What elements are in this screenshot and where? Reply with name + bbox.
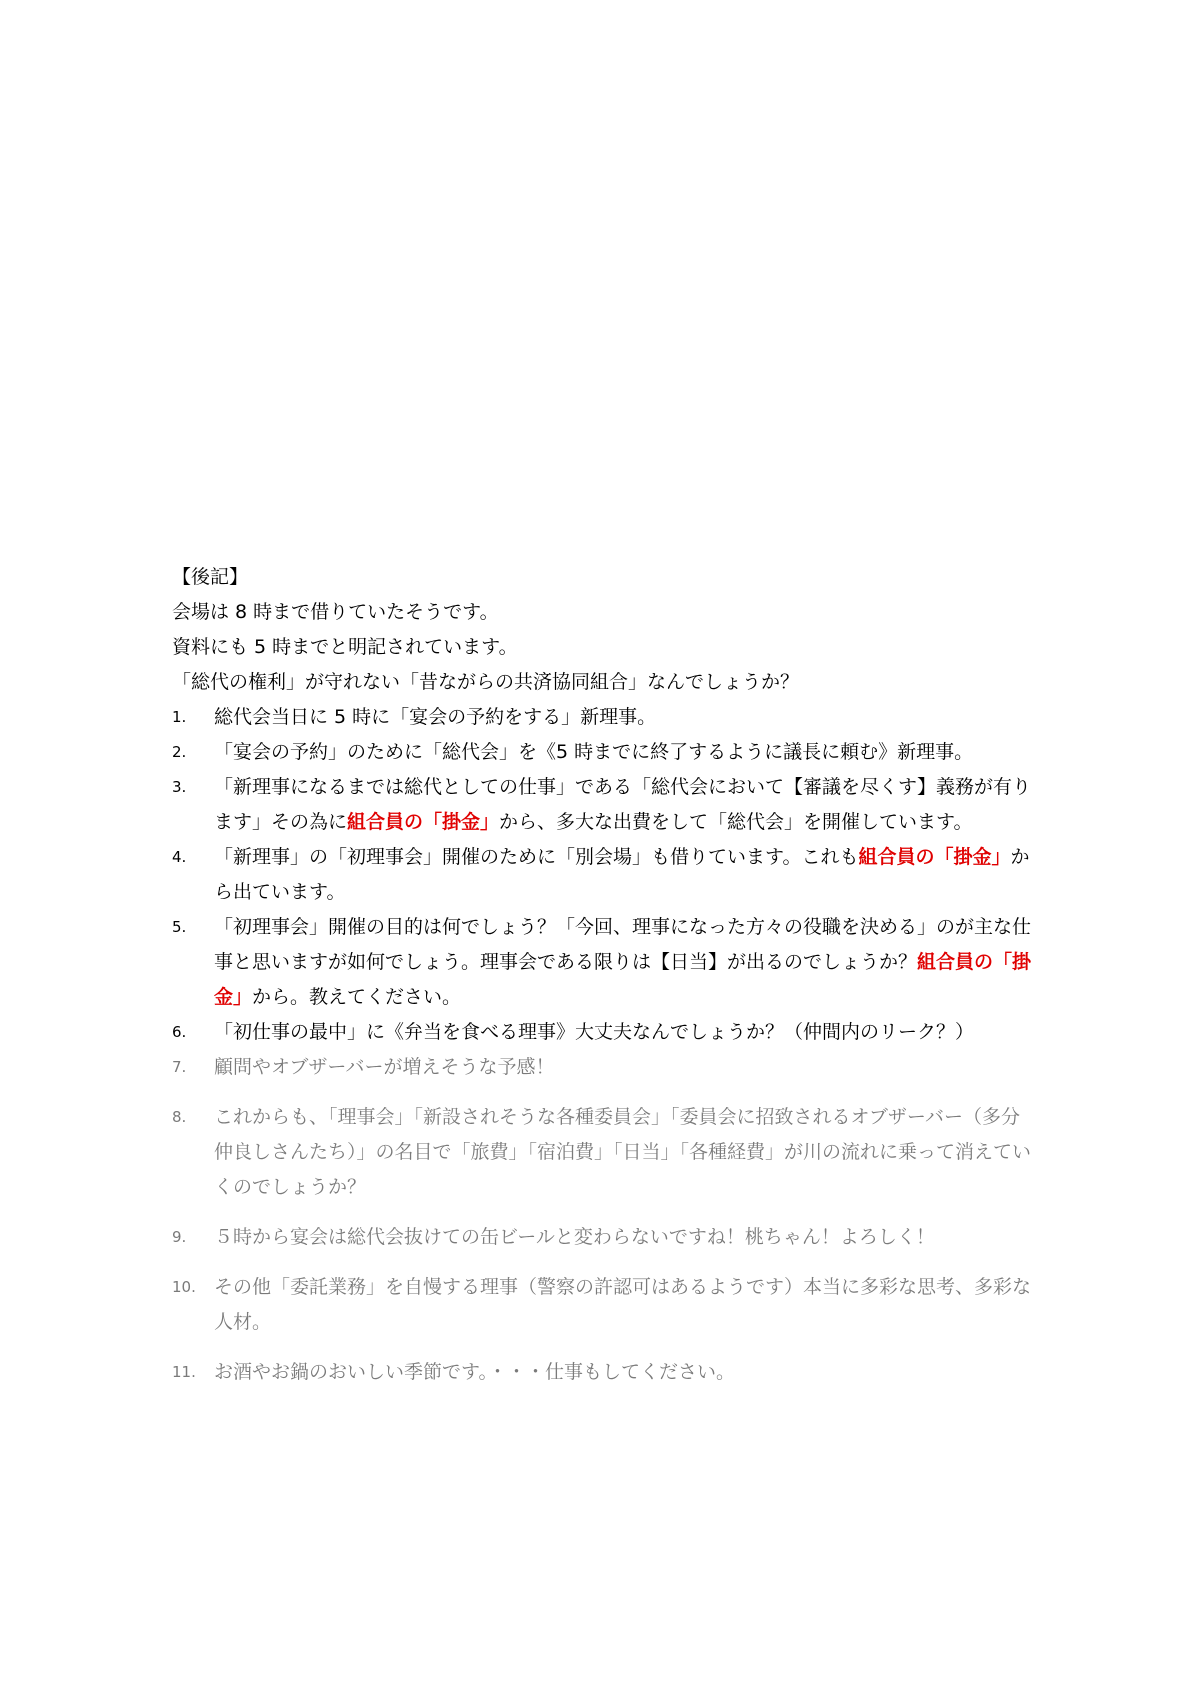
list-item-text [214, 1050, 1032, 1085]
text-segment: その他「委託業務」を自慢する理事（警察の許認可はあるようです）本当に多彩な思考、多彩な人材。 [214, 1276, 1032, 1333]
list-item-text [214, 840, 1032, 910]
list-item-number: 8. [172, 1108, 187, 1126]
list-item-text [214, 1355, 1032, 1390]
text-segment: 「新理事」の「初理事会」開催のために「別会場」も借りています。これも [214, 846, 859, 868]
list-item-text [214, 700, 1032, 735]
afterword-section [172, 560, 1032, 1390]
list-item [172, 1355, 1032, 1390]
text-segment: これからも、「理事会」「新設されそうな各種委員会」「委員会に招致されるオブザーバー（多分仲良しさんたち）」の名目で「旅費」「宿泊費」「日当」「各種経費」が川の流れに乗って消えていくのでしょうか？ [214, 1106, 1032, 1198]
paragraph-venue: 会場は 8 時まで借りていたそうです。 [172, 601, 499, 623]
list-item-number: 4. [172, 848, 187, 866]
text-segment: 「宴会の予約」のために「総代会」を《5 時までに終了するように議長に頼む》新理事。 [214, 741, 974, 763]
list-item-text [214, 1100, 1032, 1205]
list-item [172, 1015, 1032, 1050]
emphasis-text: 組合員の「掛金」 [858, 846, 1011, 868]
list-item-text [214, 1270, 1032, 1340]
list-item [172, 1220, 1032, 1255]
text-segment: 「初理事会」開催の目的は何でしょう？「今回、理事になった方々の役職を決める」のが主な仕事と思いますが如何でしょう。理事会である限りは【日当】が出るのでしょうか？ [214, 916, 1032, 973]
list-item [172, 910, 1032, 1015]
list-item [172, 735, 1032, 770]
emphasis-text: 組合員の「掛金」 [347, 811, 500, 833]
list-item-text [214, 910, 1032, 1015]
list-item-text [214, 770, 1032, 840]
list-item-number: 11. [172, 1363, 196, 1381]
list-item [172, 700, 1032, 735]
list-item-number: 5. [172, 918, 187, 936]
list-item-number: 1. [172, 708, 187, 726]
afterword-heading: 【後記】 [172, 566, 249, 588]
text-segment: お酒やお鍋のおいしい季節です。・・・仕事もしてください。 [214, 1361, 735, 1383]
list-item [172, 840, 1032, 910]
paragraph-question: 「総代の権利」が守れない「昔ながらの共済協同組合」なんでしょうか？ [172, 671, 800, 693]
list-item [172, 1100, 1032, 1205]
numbered-list [172, 700, 1032, 1390]
text-segment: から出ています。 [214, 846, 1030, 903]
list-item-text [214, 735, 1032, 770]
text-segment: 「新理事になるまでは総代としての仕事」である「総代会において【審議を尽くす】義務が有ります」その為に [214, 776, 1032, 833]
text-segment: 「初仕事の最中」に《弁当を食べる理事》大丈夫なんでしょうか？（仲間内のリーク？） [214, 1021, 975, 1043]
text-segment: から、多大な出費をして「総代会」を開催しています。 [499, 811, 973, 833]
list-item [172, 1050, 1032, 1085]
list-item-number: 9. [172, 1228, 187, 1246]
emphasis-text: 組合員の「掛金」 [214, 951, 1032, 1008]
list-item-number: 6. [172, 1023, 187, 1041]
list-item [172, 1270, 1032, 1340]
list-item-number: 7. [172, 1058, 187, 1076]
text-segment: ５時から宴会は総代会抜けての缶ビールと変わらないですね！桃ちゃん！よろしく！ [214, 1226, 935, 1248]
list-item-number: 10. [172, 1278, 196, 1296]
paragraph-documents: 資料にも 5 時までと明記されています。 [172, 636, 518, 658]
list-item-text [214, 1015, 1032, 1050]
list-item-number: 2. [172, 743, 187, 761]
text-segment: から。教えてください。 [252, 986, 462, 1008]
text-segment: 顧問やオブザーバーが増えそうな予感！ [214, 1056, 555, 1078]
list-item-number: 3. [172, 778, 187, 796]
list-item [172, 770, 1032, 840]
text-segment: 総代会当日に 5 時に「宴会の予約をする」新理事。 [214, 706, 657, 728]
list-item-text [214, 1220, 1032, 1255]
